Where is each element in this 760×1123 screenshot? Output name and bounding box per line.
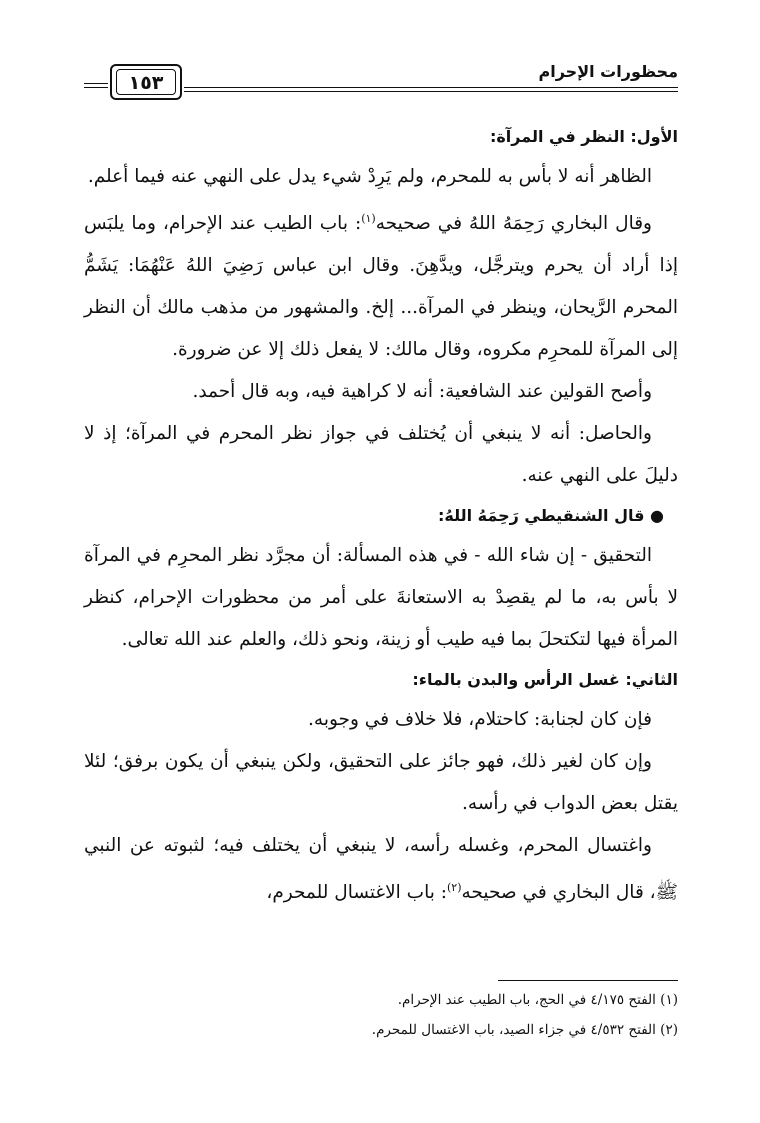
paragraph-3: وأصح القولين عند الشافعية: أنه لا كراهية فيه، وبه قال أحمد. — [192, 381, 652, 403]
page-number: ١٥٣ — [116, 69, 176, 95]
header-rule — [184, 87, 678, 92]
bullet-icon: ● — [644, 506, 664, 526]
section-heading-2 — [84, 497, 678, 535]
paragraph-8-b: : باب الاغتسال للمحرم، — [266, 882, 447, 904]
section-heading-2-text: قال الشنقيطي رَحِمَهُ اللهُ: — [437, 506, 645, 526]
page-header — [84, 48, 678, 102]
paragraph-2-b: : باب الطيب عند الإحرام، وما يلبَس إذا أراد أن يحرم ويترجَّل، ويدَّهِنَ. وقال ابن عباس رَضِيَ اللهُ عَنْهُمَا: يَشَمُّ المحرم الرَّيحان، وينظر في المرآة... إلخ. والمشهور من مذهب مالك أن النظر إلى المرآة للمحرِم مكروه، وقال مالك: لا يفعل ذلك إلا عن ضرورة. — [84, 213, 678, 361]
paragraph-2 — [84, 198, 678, 371]
paragraph-7: وإن كان لغير ذلك، فهو جائز على التحقيق، ولكن ينبغي أن يكون برفق؛ لئلا يقتل بعض الدواب في رأسه. — [84, 751, 678, 815]
paragraph-8-a: واغتسال المحرم، وغسله رأسه، لا ينبغي أن يختلف فيه؛ لثبوته عن النبي ﷺ، قال البخاري في صحيحه — [84, 835, 678, 904]
paragraph-6: فإن كان لجنابة: كاحتلام، فلا خلاف في وجوبه. — [308, 709, 652, 731]
running-title: محظورات الإحرام — [538, 62, 678, 81]
footnote-1: (١) الفتح ٤/١٧٥ في الحج، باب الطيب عند الإحرام. — [397, 992, 678, 1008]
section-heading-1: الأول: النظر في المرآة: — [489, 127, 678, 146]
paragraph-8 — [84, 825, 678, 914]
paragraph-1: الظاهر أنه لا بأس به للمحرم، ولم يَرِدْ شيء يدل على النهي عنه فيما أعلم. — [87, 166, 652, 187]
page-number-frame — [110, 64, 182, 100]
footnote-ref-1: (١) — [361, 212, 376, 225]
paragraph-5: التحقيق - إن شاء الله - في هذه المسألة: أن مجرَّد نظر المحرِم في المرآة لا بأس به، ما لم يقصِدْ به الاستعانةَ على أمر من محظورات الإحرام، كنظر المرأة فيها لتكتحلَ بما فيه طيب أو زينة، ونحو ذلك، والعلم عند الله تعالى. — [84, 545, 678, 651]
header-rule-left — [84, 83, 108, 88]
footnote-rule — [498, 980, 678, 981]
footnotes — [84, 985, 678, 1045]
section-heading-3: الثاني: غسل الرأس والبدن بالماء: — [412, 670, 678, 690]
paragraph-4: والحاصل: أنه لا ينبغي أن يُختلف في جواز نظر المحرم في المرآة؛ إذ لا دليلَ على النهي عنه. — [84, 423, 678, 487]
footnote-ref-2: (٢) — [447, 881, 462, 895]
main-text — [84, 118, 678, 914]
footnote-2: (٢) الفتح ٤/٥٣٢ في جزاء الصيد، باب الاغتسال للمحرم. — [371, 1022, 678, 1038]
paragraph-2-a: وقال البخاري رَحِمَهُ اللهُ في صحيحه — [375, 213, 652, 235]
